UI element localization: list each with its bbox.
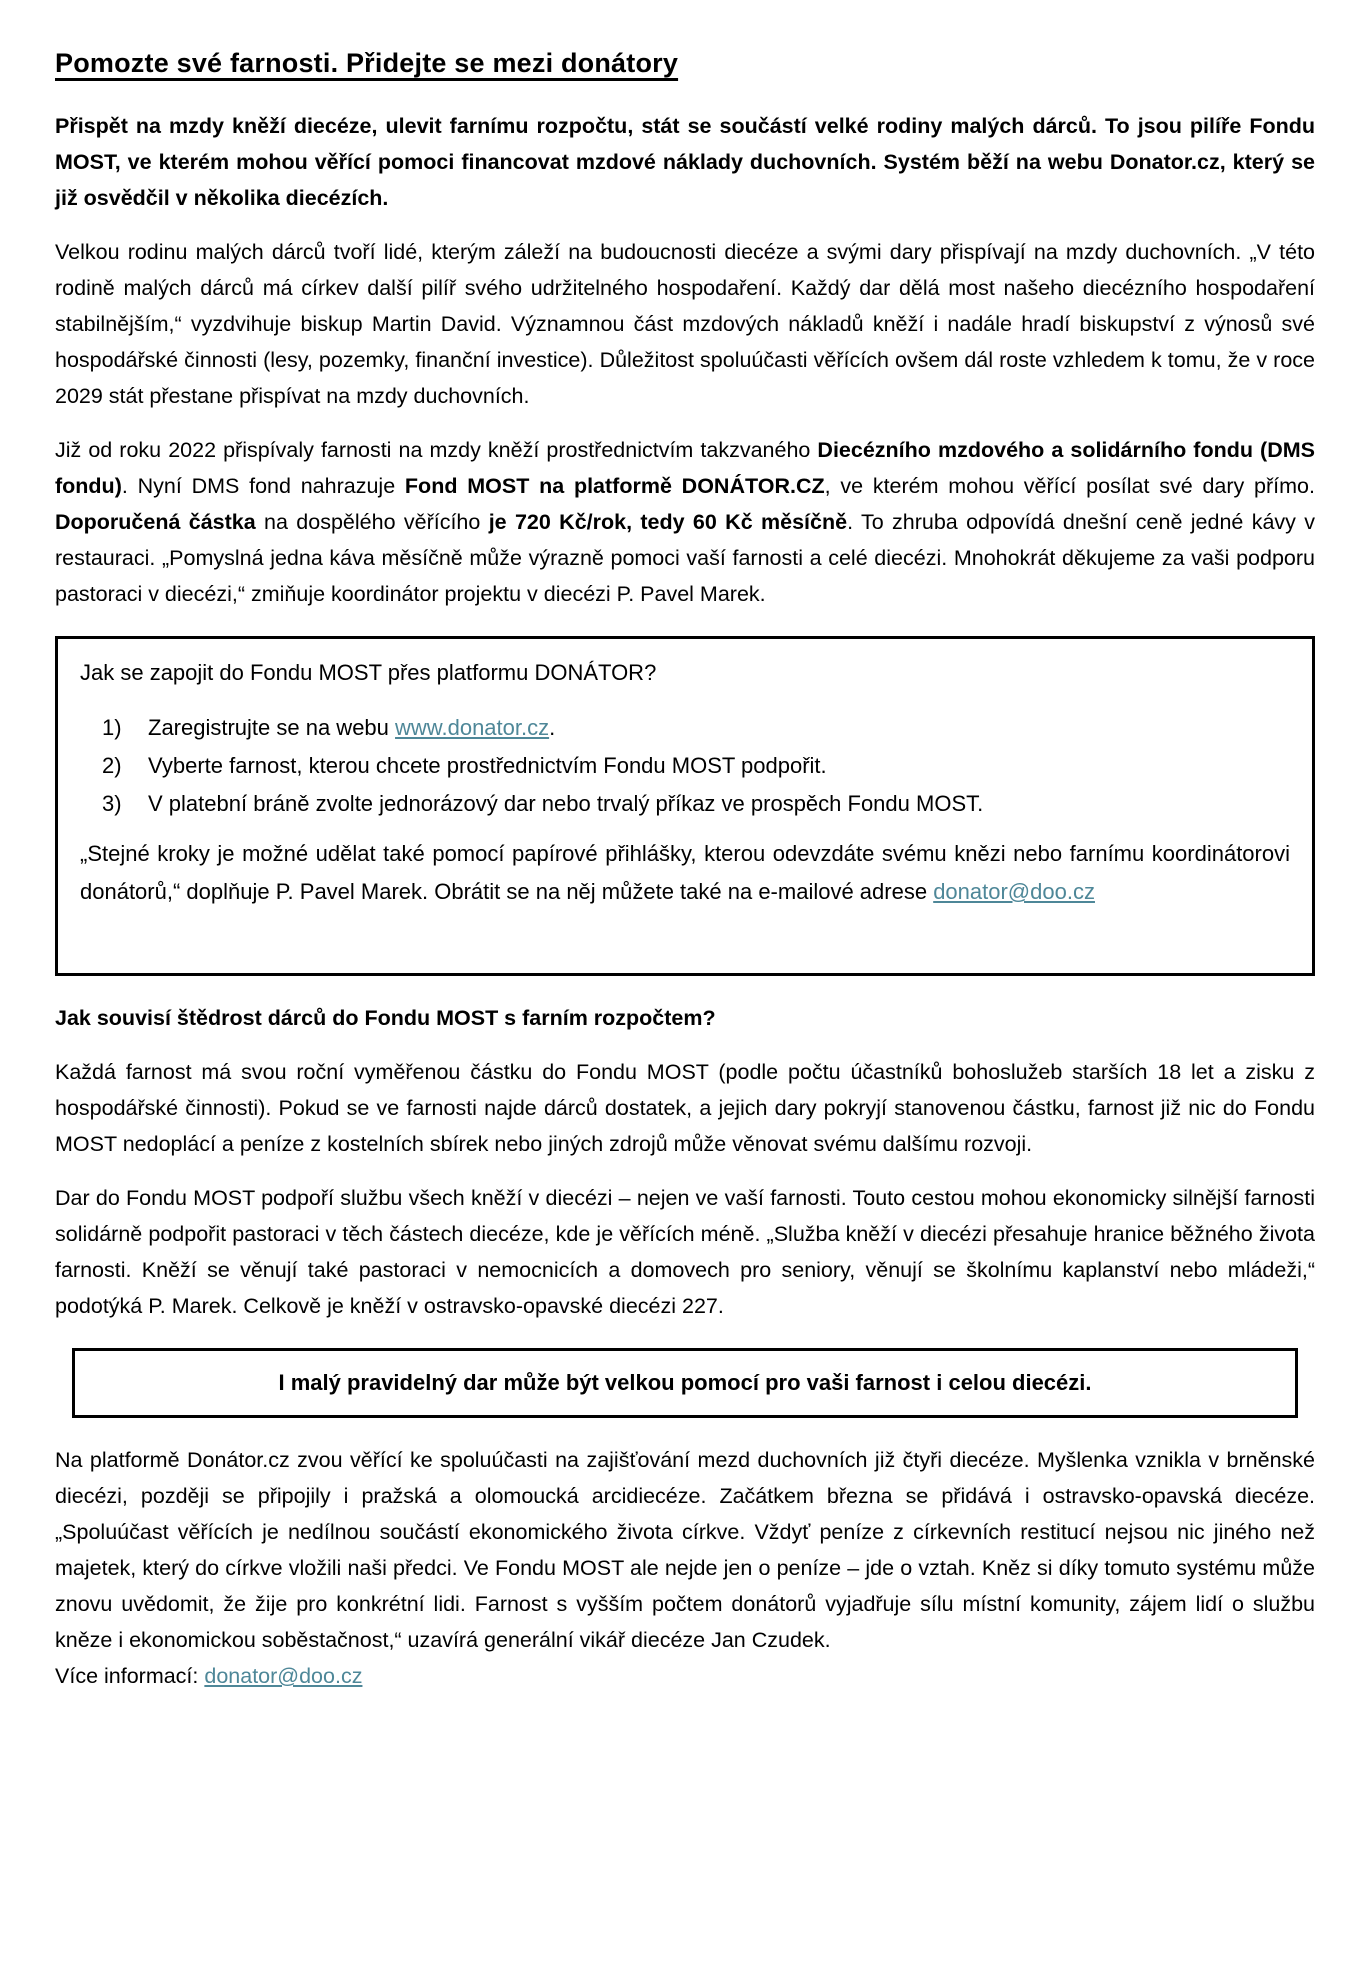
join-step-2	[102, 747, 1290, 785]
text-run: . Nyní DMS fond nahrazuje	[121, 474, 405, 498]
text-run: Již od roku 2022 přispívaly farnosti na mzdy kněží prostřednictvím takzvaného	[55, 438, 818, 462]
donator-web-link[interactable]: www.donator.cz	[395, 715, 550, 740]
paragraph-small-donors: Velkou rodinu malých dárců tvoří lidé, kterým záleží na budoucnosti diecéze a svými dary přispívají na mzdy duchovních. „V této rodině malých dárců má církev další pilíř svého udržitelného hospodaření. Každý dar dělá most našeho diecézního hospodaření stabilnějším,“ vyzdvihuje biskup Martin David. Významnou část mzdových nákladů kněží i nadále hradí biskupství z výnosů své hospodářské činnosti (lesy, pozemky, finanční investice). Důležitost spoluúčasti věřících ovšem dál roste vzhledem k tomu, že v roce 2029 stát přestane přispívat na mzdy duchovních.	[55, 240, 1315, 408]
text-run: V platební bráně zvolte jednorázový dar nebo trvalý příkaz ve prospěch Fondu MOST.	[148, 791, 984, 816]
paragraph-solidarity: Dar do Fondu MOST podpoří službu všech kněží v diecézi – nejen ve vaší farnosti. Touto cestou mohou ekonomicky silnější farnosti solidárně podpořit pastoraci v těch částech diecéze, kde je věřících méně. „Služba kněží v diecézi přesahuje hranice běžného života farnosti. Kněží se věnují také pastoraci v nemocnicích a domovech pro seniory, věnují se školnímu kaplanství nebo mládeži,“ podotýká P. Marek. Celkově je kněží v ostravsko-opavské diecézi 227.	[55, 1186, 1315, 1318]
banner-box	[72, 1348, 1298, 1418]
text-run: Vyberte farnost, kterou chcete prostřednictvím Fondu MOST podpořit.	[148, 753, 827, 778]
text-run: . To zhruba odpovídá dnešní ceně jedné kávy v restauraci. „Pomyslná jedna káva měsíčně může výrazně pomoci vaší farnosti a celé diecézi. Mnohokrát děkujeme za vaši podporu pastoraci v diecézi,“ zmiňuje koordinátor projektu v diecézi P. Pavel Marek.	[55, 510, 1315, 606]
lead-paragraph: Přispět na mzdy kněží diecéze, ulevit farnímu rozpočtu, stát se součástí velké rodiny malých dárců. To jsou pilíře Fondu MOST, ve kterém mohou věřící pomoci financovat mzdové náklady duchovních. Systém běží na webu Donator.cz, který se již osvědčil v několika diecézích.	[55, 114, 1315, 210]
join-box-heading: Jak se zapojit do Fondu MOST přes platformu DONÁTOR?	[80, 660, 657, 685]
paragraph-closing: Na platformě Donátor.cz zvou věřící ke spoluúčasti na zajišťování mezd duchovních již čtyři diecéze. Myšlenka vznikla v brněnské diecézi, později se připojily i pražská a olomoucká arcidiecéze. Začátkem března se přidává i ostravsko-opavská diecéze. „Spoluúčast věřících je nedílnou součástí ekonomického života církve. Vždyť peníze z církevních restitucí nejsou nic jiného než majetek, který do církve vložili naši předci. Ve Fondu MOST ale nejde jen o peníze – jde o vztah. Kněz si díky tomuto systému může znovu uvědomit, že žije pro konkrétní lidi. Farnost s vyšším počtem donátorů vyjadřuje sílu místní komunity, zájem lidí o službu kněze i ekonomickou soběstačnost,“ uzavírá generální vikář diecéze Jan Czudek.	[55, 1448, 1315, 1652]
paragraph-allocation: Každá farnost má svou roční vyměřenou částku do Fondu MOST (podle počtu účastníků bohoslužeb starších 18 let a zisku z hospodářské činnosti). Pokud se ve farnosti najde dárců dostatek, a jejich dary pokryjí stanovenou částku, farnost již nic do Fondu MOST nedoplácí a peníze z kostelních sbírek nebo jiných zdrojů může věnovat svému dalšímu rozvoji.	[55, 1060, 1315, 1156]
bold-text-run: je 720 Kč/rok, tedy 60 Kč měsíčně	[488, 510, 848, 534]
how-to-join-box	[55, 636, 1315, 976]
join-step-3	[102, 785, 1290, 823]
more-info-line	[55, 1658, 1315, 1694]
document-title: Pomozte své farnosti. Přidejte se mezi donátory	[55, 48, 679, 78]
bold-text-run: Doporučená částka	[55, 510, 256, 534]
bold-text-run: Fond MOST na platformě DONÁTOR.CZ	[404, 474, 825, 498]
donator-email-link[interactable]: donator@doo.cz	[933, 879, 1095, 904]
banner-text: I malý pravidelný dar může být velkou pomocí pro vaši farnost i celou diecézi.	[278, 1370, 1092, 1395]
text-run: Více informací:	[55, 1664, 205, 1688]
text-run: Zaregistrujte se na webu	[148, 715, 396, 740]
text-run: „Stejné kroky je možné udělat také pomocí papírové přihlášky, kterou odevzdáte svému knězi nebo farnímu koordinátorovi donátorů,“ doplňuje P. Pavel Marek. Obrátit se na něj můžete také na e-mailové adrese	[80, 841, 1290, 904]
donator-email-footer-link[interactable]: donator@doo.cz	[204, 1664, 363, 1688]
text-run: na dospělého věřícího	[255, 510, 489, 534]
section-heading-budget: Jak souvisí štědrost dárců do Fondu MOST s farním rozpočtem?	[55, 1006, 716, 1030]
paragraph-dms-fund	[55, 432, 1315, 612]
join-box-note	[80, 835, 1290, 911]
join-step-1	[102, 709, 1290, 747]
text-run: , ve kterém mohou věřící posílat své dary přímo.	[824, 474, 1315, 498]
text-run: .	[549, 715, 556, 740]
bold-text-run: Diecézního mzdového a solidárního fondu (DMS fondu)	[55, 438, 1315, 498]
join-steps-list	[102, 709, 1290, 823]
